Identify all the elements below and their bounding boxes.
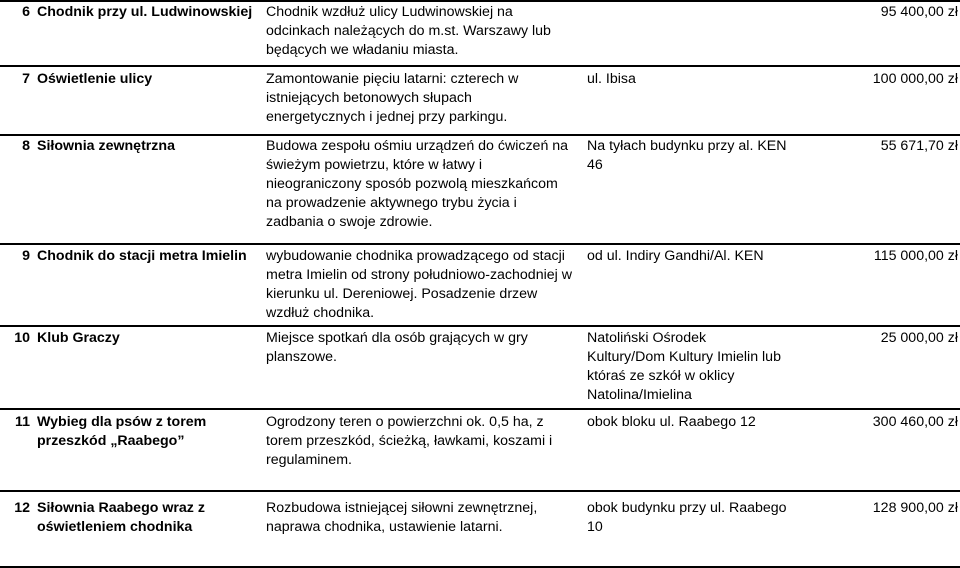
project-name-line: Klub Graczy [37,330,120,346]
description-line: Chodnik wzdłuż ulicy Ludwinowskiej na [266,4,513,20]
project-amount: 55 671,70 zł [880,138,958,154]
project-description [266,137,584,232]
project-location [587,329,795,405]
row-border [0,490,960,492]
row-number: 10 [14,330,30,346]
description-line: świeżym powietrzu, które w łatwy i [266,157,483,173]
location-line: Na tyłach budynku przy al. KEN [587,138,787,154]
row-border [0,408,960,410]
description-line: odcinkach należących do m.st. Warszawy lub [266,23,551,39]
location-line: obok budynku przy ul. Raabego [587,500,787,516]
row-number: 9 [22,248,30,264]
description-line: torem przeszkód, ścieżką, ławkami, koszami i [266,433,553,449]
description-line: na prowadzenie aktywnego trybu życia i [266,195,517,211]
project-name-line: przeszkód „Raabego” [37,433,185,449]
project-location [587,499,795,537]
project-amount: 128 900,00 zł [872,500,958,516]
row-border [0,134,960,136]
description-line: regulaminem. [266,452,352,468]
project-name [37,247,263,266]
description-line: wybudowanie chodnika prowadzącego od stacji [266,248,565,264]
row-border [0,0,960,2]
location-line: Kultury/Dom Kultury Imielin lub [587,349,781,365]
row-number: 6 [22,4,30,20]
project-name-line: oświetleniem chodnika [37,519,193,535]
location-line: ul. Ibisa [587,71,636,87]
description-line: metra Imielin od strony południowo-zachodniej w [266,267,572,283]
description-line: naprawa chodnika, ustawienie latarni. [266,519,503,535]
project-name [37,137,263,156]
row-border [0,325,960,327]
description-line: Zamontowanie pięciu latarni: czterech w [266,71,519,87]
row-number: 8 [22,138,30,154]
project-name [37,499,263,537]
description-line: Ogrodzony teren o powierzchni ok. 0,5 ha, z [266,414,544,430]
project-location [587,413,795,432]
project-description [266,413,584,470]
location-line: 46 [587,157,603,173]
project-name-line: Chodnik do stacji metra Imielin [37,248,247,264]
project-name-line: Oświetlenie ulicy [37,71,153,87]
project-name-line: Siłownia Raabego wraz z [37,500,205,516]
row-border [0,243,960,245]
description-line: nieograniczony sposób pozwolą mieszkańcom [266,176,558,192]
project-description [266,70,584,127]
description-line: zadbania o swoje zdrowie. [266,214,433,230]
project-amount: 95 400,00 zł [880,4,958,20]
location-line: któraś ze szkół w oklicy [587,368,735,384]
description-line: Budowa zespołu ośmiu urządzeń do ćwiczeń na [266,138,569,154]
location-line: od ul. Indiry Gandhi/Al. KEN [587,248,764,264]
project-amount: 300 460,00 zł [872,414,958,430]
description-line: istniejących betonowych słupach [266,90,472,106]
row-number: 11 [15,414,30,430]
project-name [37,70,263,89]
location-line: Natolina/Imielina [587,387,692,403]
project-description [266,247,584,323]
project-name-line: Wybieg dla psów z torem [37,414,207,430]
project-name [37,413,263,451]
project-amount: 115 000,00 zł [873,248,958,264]
location-line: Natoliński Ośrodek [587,330,707,346]
description-line: energetycznych i jednej przy parkingu. [266,109,508,125]
description-line: wzdłuż chodnika. [266,305,375,321]
project-name [37,329,263,348]
project-name-line: Chodnik przy ul. Ludwinowskiej [37,4,253,20]
location-line: obok bloku ul. Raabego 12 [587,414,756,430]
project-name-line: Siłownia zewnętrzna [37,138,175,154]
description-line: będących we władaniu miasta. [266,42,459,58]
description-line: Rozbudowa istniejącej siłowni zewnętrznej, [266,500,538,516]
project-description [266,3,584,60]
project-location [587,247,795,266]
project-amount: 25 000,00 zł [880,330,958,346]
row-number: 7 [22,71,30,87]
project-description [266,499,584,537]
project-name [37,3,263,22]
project-amount: 100 000,00 zł [872,71,958,87]
location-line: 10 [587,519,603,535]
project-location [587,137,795,175]
description-line: Miejsce spotkań dla osób grających w gry [266,330,528,346]
description-line: kierunku ul. Dereniowej. Posadzenie drzew [266,286,538,302]
row-border [0,65,960,67]
project-location [587,70,795,89]
row-number: 12 [14,500,30,516]
description-line: planszowe. [266,349,337,365]
project-description [266,329,584,367]
